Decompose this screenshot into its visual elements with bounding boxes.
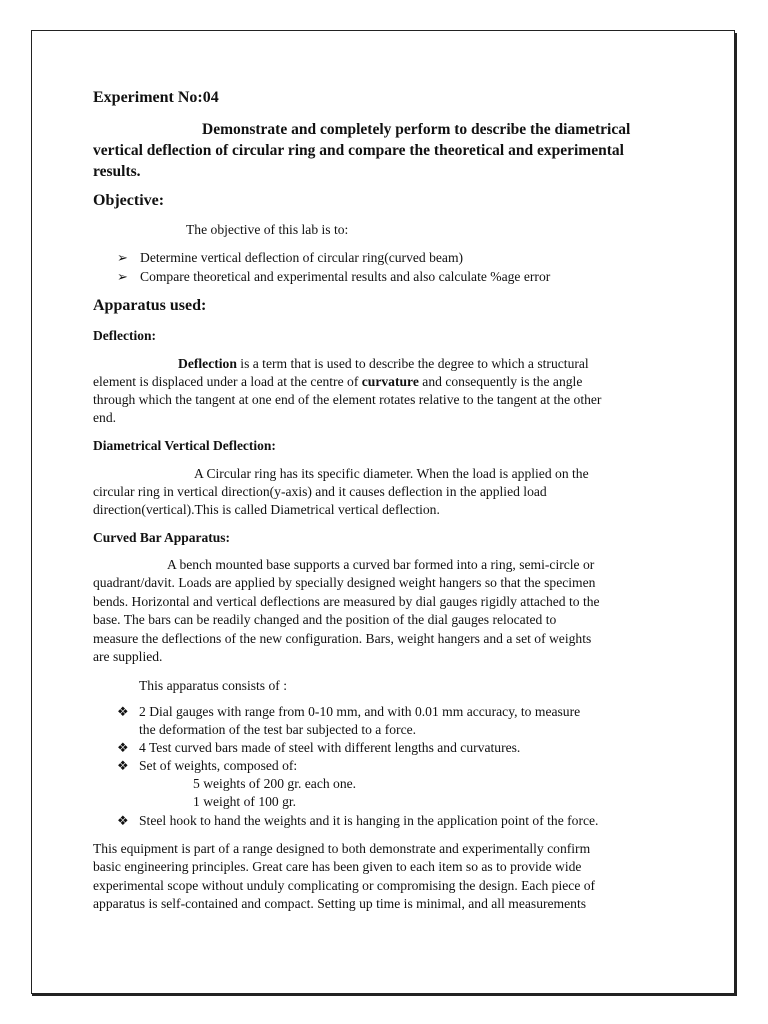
consists-intro: This apparatus consists of : — [139, 678, 287, 693]
curved-bar-line-1: A bench mounted base supports a curved bar formed into a ring, semi-circle or — [167, 557, 595, 572]
objective-item-2: Compare theoretical and experimental results and also calculate %age error — [140, 269, 551, 284]
objective-heading: Objective: — [93, 192, 165, 209]
diamond-bullet-icon: ❖ — [117, 740, 129, 755]
diametrical-line-1: A Circular ring has its specific diameter. When the load is applied on the — [194, 466, 589, 481]
objective-intro: The objective of this lab is to: — [186, 222, 349, 237]
objective-item-1: Determine vertical deflection of circular ring(curved beam) — [140, 250, 464, 265]
deflection-heading: Deflection: — [93, 328, 156, 343]
aim-line-2: vertical deflection of circular ring and compare the theoretical and experimental — [93, 142, 624, 159]
deflection-term: Deflection — [178, 356, 237, 371]
curved-bar-line-3: bends. Horizontal and vertical deflections are measured by dial gauges rigidly attached to the — [93, 594, 600, 609]
diamond-bullet-icon: ❖ — [117, 758, 129, 773]
apparatus-item-4: Steel hook to hand the weights and it is hanging in the application point of the force. — [139, 813, 599, 828]
diamond-bullet-icon: ❖ — [117, 813, 129, 828]
curvature-term: curvature — [361, 374, 419, 389]
closing-line-1: This equipment is part of a range designed to both demonstrate and experimentally confirm — [93, 841, 591, 856]
arrow-bullet-icon: ➢ — [117, 269, 128, 284]
curved-bar-line-5: measure the deflections of the new configuration. Bars, weight hangers and a set of weights — [93, 631, 592, 646]
curved-bar-line-4: base. The bars can be readily changed and the position of the dial gauges relocated to — [93, 612, 557, 627]
aim-line-3: results. — [93, 163, 141, 180]
arrow-bullet-icon: ➢ — [117, 250, 128, 265]
experiment-title: Experiment No:04 — [93, 89, 219, 106]
deflection-line-3: through which the tangent at one end of the element rotates relative to the tangent at the other — [93, 392, 602, 407]
apparatus-item-3: Set of weights, composed of: — [139, 758, 298, 773]
closing-line-4: apparatus is self-contained and compact. Setting up time is minimal, and all measurements — [93, 896, 587, 911]
diamond-bullet-icon: ❖ — [117, 704, 129, 719]
curved-bar-line-6: are supplied. — [93, 649, 163, 664]
apparatus-heading: Apparatus used: — [93, 297, 207, 314]
deflection-line-2: element is displaced under a load at the centre of curvature and consequently is the angle — [93, 374, 583, 389]
apparatus-item-1-line-2: the deformation of the test bar subjected to a force. — [139, 722, 417, 737]
curved-bar-line-2: quadrant/davit. Loads are applied by specially designed weight hangers so that the specimen — [93, 575, 596, 590]
closing-line-3: experimental scope without unduly complicating or compromising the design. Each piece of — [93, 878, 596, 893]
apparatus-item-1-line-1: 2 Dial gauges with range from 0-10 mm, and with 0.01 mm accuracy, to measure — [139, 704, 581, 719]
curved-bar-heading: Curved Bar Apparatus: — [93, 530, 231, 545]
deflection-line-4: end. — [93, 410, 117, 425]
apparatus-item-3-sub-1: 5 weights of 200 gr. each one. — [193, 776, 357, 791]
closing-line-2: basic engineering principles. Great care has been given to each item so as to provide wide — [93, 859, 582, 874]
apparatus-item-2: 4 Test curved bars made of steel with different lengths and curvatures. — [139, 740, 521, 755]
aim-line-1: Demonstrate and completely perform to describe the diametrical — [202, 121, 631, 138]
deflection-line-1: Deflection is a term that is used to describe the degree to which a structural — [178, 356, 589, 371]
diametrical-heading: Diametrical Vertical Deflection: — [93, 438, 276, 453]
apparatus-item-3-sub-2: 1 weight of 100 gr. — [193, 794, 297, 809]
diametrical-line-2: circular ring in vertical direction(y-axis) and it causes deflection in the applied load — [93, 484, 547, 499]
diametrical-line-3: direction(vertical).This is called Diametrical vertical deflection. — [93, 502, 440, 517]
